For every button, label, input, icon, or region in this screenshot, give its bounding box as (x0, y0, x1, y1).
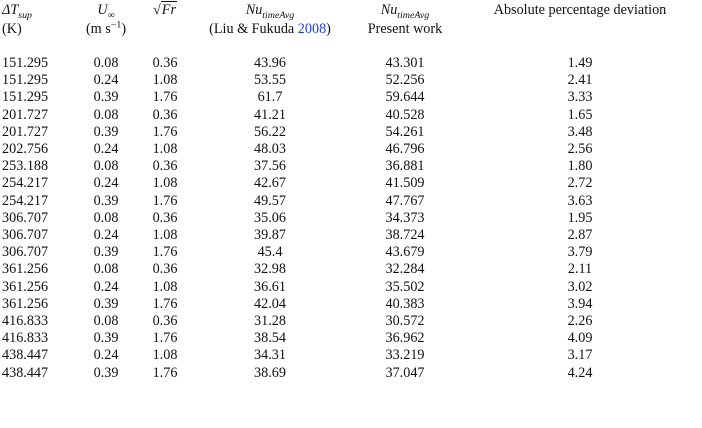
nu-liu-fukuda-cell: 32.98 (254, 261, 286, 278)
deviation-cell: 3.79 (567, 244, 593, 261)
nu-present-cell: 54.261 (385, 123, 425, 140)
nu-present-cell: 43.679 (385, 244, 425, 261)
u-infinity-cell: 0.39 (93, 192, 119, 209)
table-row (0, 158, 700, 175)
deviation-cell: 3.94 (567, 295, 593, 312)
delta-t-cell: 201.727 (2, 106, 49, 123)
delta-t-cell: 416.833 (2, 313, 49, 330)
delta-t-cell: 254.217 (2, 192, 49, 209)
nu-liu-fukuda-cell: 42.67 (254, 175, 286, 192)
citation-close: ) (326, 21, 331, 37)
u-infinity-cell: 0.39 (93, 123, 119, 140)
velocity-unit-exponent: −1 (110, 19, 122, 31)
sqrt-fr-cell: 0.36 (152, 158, 178, 175)
sqrt-fr-cell: 0.36 (152, 106, 178, 123)
header-empty-deviation (460, 21, 700, 41)
deviation-cell: 4.24 (567, 364, 593, 381)
nu-present-cell: 40.528 (385, 106, 425, 123)
deviation-cell: 1.80 (567, 158, 593, 175)
table-body (0, 55, 700, 382)
nu-present-cell: 52.256 (385, 72, 425, 89)
header-deviation: Absolute percentage deviation (493, 2, 667, 18)
table-row (0, 107, 700, 124)
nu-liu-fukuda-cell: 36.61 (254, 278, 286, 295)
table-row (0, 313, 700, 330)
sqrt-fr-cell: 0.36 (152, 55, 178, 71)
header-empty-fr (140, 21, 190, 41)
nu-liu-fukuda-cell: 53.55 (254, 72, 286, 89)
deviation-cell: 3.17 (567, 347, 593, 364)
header-gap-row (0, 41, 700, 55)
u-infinity-cell: 0.08 (93, 261, 119, 278)
delta-t-cell: 151.295 (2, 89, 49, 106)
nu-liu-fukuda-cell: 35.06 (254, 209, 286, 226)
header-nu-present (350, 0, 460, 21)
nu-liu-fukuda-cell: 38.54 (254, 330, 286, 347)
delta-t-cell: 361.256 (2, 261, 49, 278)
table-row (0, 124, 700, 141)
deviation-cell: 2.56 (567, 141, 593, 158)
sqrt-fr-cell: 1.76 (152, 330, 178, 347)
header-u-infinity (72, 0, 140, 21)
delta-t-cell: 438.447 (2, 364, 49, 381)
nu-liu-fukuda-cell: 41.21 (254, 106, 286, 123)
delta-t-cell: 361.256 (2, 295, 49, 312)
delta-t-cell: 438.447 (2, 347, 49, 364)
nu-liu-fukuda-cell: 39.87 (254, 227, 286, 244)
sqrt-fr-cell: 1.08 (152, 175, 178, 192)
u-symbol: U (97, 2, 108, 18)
delta-t-cell: 151.295 (2, 72, 49, 89)
u-infinity-cell: 0.08 (93, 313, 119, 330)
delta-t-cell: 361.256 (2, 278, 49, 295)
sqrt-fr-cell: 1.76 (152, 295, 178, 312)
table-row (0, 141, 700, 158)
table-row (0, 347, 700, 364)
deviation-cell: 2.41 (567, 72, 593, 89)
nu-symbol-ref: Nu (245, 2, 263, 18)
nu-present-cell: 37.047 (385, 364, 425, 381)
nu-present-cell: 41.509 (385, 175, 425, 192)
sqrt-fr-cell: 1.76 (152, 364, 178, 381)
nu-subscript-ref: timeAvg (262, 9, 295, 21)
header-nu-liu-fukuda (190, 0, 350, 21)
velocity-unit-base: (m s (85, 21, 111, 37)
delta-t-cell: 306.707 (2, 209, 49, 226)
header-unit-kelvin: (K) (2, 21, 22, 37)
nu-liu-fukuda-cell: 34.31 (254, 347, 286, 364)
header-row-1 (0, 0, 700, 21)
sqrt-fr-symbol (153, 2, 177, 19)
u-infinity-cell: 0.24 (93, 278, 119, 295)
table-row (0, 227, 700, 244)
u-infinity-cell: 0.39 (93, 364, 119, 381)
sqrt-fr-cell: 1.08 (152, 72, 178, 89)
u-subscript: ∞ (107, 9, 115, 21)
nu-liu-fukuda-cell: 61.7 (257, 89, 283, 106)
nu-liu-fukuda-cell: 49.57 (254, 192, 286, 209)
header-sqrt-fr (140, 0, 190, 21)
citation-year-link[interactable]: 2008 (297, 21, 327, 37)
sqrt-fr-cell: 1.08 (152, 278, 178, 295)
deviation-cell: 3.33 (567, 89, 593, 106)
sqrt-fr-cell: 1.08 (152, 227, 178, 244)
table-row (0, 175, 700, 192)
delta-t-cell: 201.727 (2, 123, 49, 140)
sqrt-fr-cell: 1.76 (152, 244, 178, 261)
deviation-cell: 2.26 (567, 313, 593, 330)
fr-symbol: Fr (161, 2, 176, 18)
header-present-work: Present work (367, 21, 443, 37)
nu-liu-fukuda-cell: 43.96 (254, 55, 286, 71)
nu-liu-fukuda-cell: 37.56 (254, 158, 286, 175)
delta-t-cell: 254.217 (2, 175, 49, 192)
u-infinity-cell: 0.24 (93, 227, 119, 244)
sqrt-fr-cell: 1.76 (152, 89, 178, 106)
velocity-unit-close: ) (121, 21, 127, 37)
header-delta-t-sup (0, 0, 72, 21)
nu-present-cell: 40.383 (385, 295, 425, 312)
nu-present-cell: 33.219 (385, 347, 425, 364)
table-row (0, 365, 700, 382)
table-row (0, 72, 700, 89)
nu-present-cell: 30.572 (385, 313, 425, 330)
table-row (0, 193, 700, 210)
u-infinity-cell: 0.24 (93, 175, 119, 192)
u-infinity-cell: 0.24 (93, 347, 119, 364)
delta-t-cell: 416.833 (2, 330, 49, 347)
deviation-cell: 1.65 (567, 106, 593, 123)
delta-t-cell: 253.188 (2, 158, 49, 175)
sqrt-fr-cell: 1.76 (152, 123, 178, 140)
table-row (0, 330, 700, 347)
table-row (0, 296, 700, 313)
nu-present-cell: 46.796 (385, 141, 425, 158)
u-infinity-cell: 0.24 (93, 72, 119, 89)
header-row-2 (0, 21, 700, 41)
sqrt-fr-cell: 0.36 (152, 313, 178, 330)
sqrt-fr-cell: 1.08 (152, 141, 178, 158)
delta-t-cell: 151.295 (2, 55, 49, 71)
delta-t-cell: 306.707 (2, 244, 49, 261)
deviation-cell: 3.48 (567, 123, 593, 140)
deviation-cell: 2.11 (567, 261, 593, 278)
radical-sign: √ (153, 2, 161, 18)
nu-present-cell: 34.373 (385, 209, 425, 226)
delta-t-symbol: ΔT (2, 2, 19, 18)
nu-liu-fukuda-cell: 56.22 (254, 123, 286, 140)
deviation-cell: 3.02 (567, 278, 593, 295)
deviation-cell: 1.49 (567, 55, 593, 71)
nu-present-cell: 43.301 (385, 55, 425, 71)
nu-present-cell: 36.962 (385, 330, 425, 347)
sqrt-fr-cell: 0.36 (152, 209, 178, 226)
delta-t-cell: 202.756 (2, 141, 49, 158)
delta-t-subscript: sup (18, 9, 33, 21)
u-infinity-cell: 0.39 (93, 89, 119, 106)
header-unit-velocity (72, 21, 140, 41)
table-row (0, 244, 700, 261)
table-row (0, 279, 700, 296)
table-header (0, 0, 700, 55)
table-row (0, 89, 700, 106)
u-infinity-cell: 0.39 (93, 330, 119, 347)
nu-present-cell: 35.502 (385, 278, 425, 295)
nu-present-cell: 32.284 (385, 261, 425, 278)
nu-liu-fukuda-cell: 45.4 (257, 244, 283, 261)
deviation-cell: 2.87 (567, 227, 593, 244)
nu-symbol-present: Nu (380, 2, 398, 18)
delta-t-cell: 306.707 (2, 227, 49, 244)
nu-present-cell: 59.644 (385, 89, 425, 106)
sqrt-fr-cell: 1.76 (152, 192, 178, 209)
u-infinity-cell: 0.08 (93, 55, 119, 71)
nu-present-cell: 47.767 (385, 192, 425, 209)
u-infinity-cell: 0.08 (93, 158, 119, 175)
nu-liu-fukuda-cell: 31.28 (254, 313, 286, 330)
deviation-cell: 3.63 (567, 192, 593, 209)
header-gap-cell (0, 41, 700, 55)
table-row (0, 261, 700, 278)
table-row (0, 210, 700, 227)
deviation-cell: 2.72 (567, 175, 593, 192)
sqrt-fr-cell: 0.36 (152, 261, 178, 278)
u-infinity-cell: 0.39 (93, 295, 119, 312)
u-infinity-cell: 0.08 (93, 209, 119, 226)
nu-present-cell: 38.724 (385, 227, 425, 244)
deviation-cell: 4.09 (567, 330, 593, 347)
u-infinity-cell: 0.39 (93, 244, 119, 261)
deviation-cell: 1.95 (567, 209, 593, 226)
nu-subscript-present: timeAvg (397, 9, 430, 21)
nu-liu-fukuda-cell: 38.69 (254, 364, 286, 381)
nu-liu-fukuda-cell: 48.03 (254, 141, 286, 158)
sqrt-fr-cell: 1.08 (152, 347, 178, 364)
citation-open: (Liu & Fukuda (209, 21, 298, 37)
nu-liu-fukuda-cell: 42.04 (254, 295, 286, 312)
table-row (0, 55, 700, 72)
header-citation (190, 21, 350, 41)
u-infinity-cell: 0.08 (93, 106, 119, 123)
u-infinity-cell: 0.24 (93, 141, 119, 158)
nu-present-cell: 36.881 (385, 158, 425, 175)
